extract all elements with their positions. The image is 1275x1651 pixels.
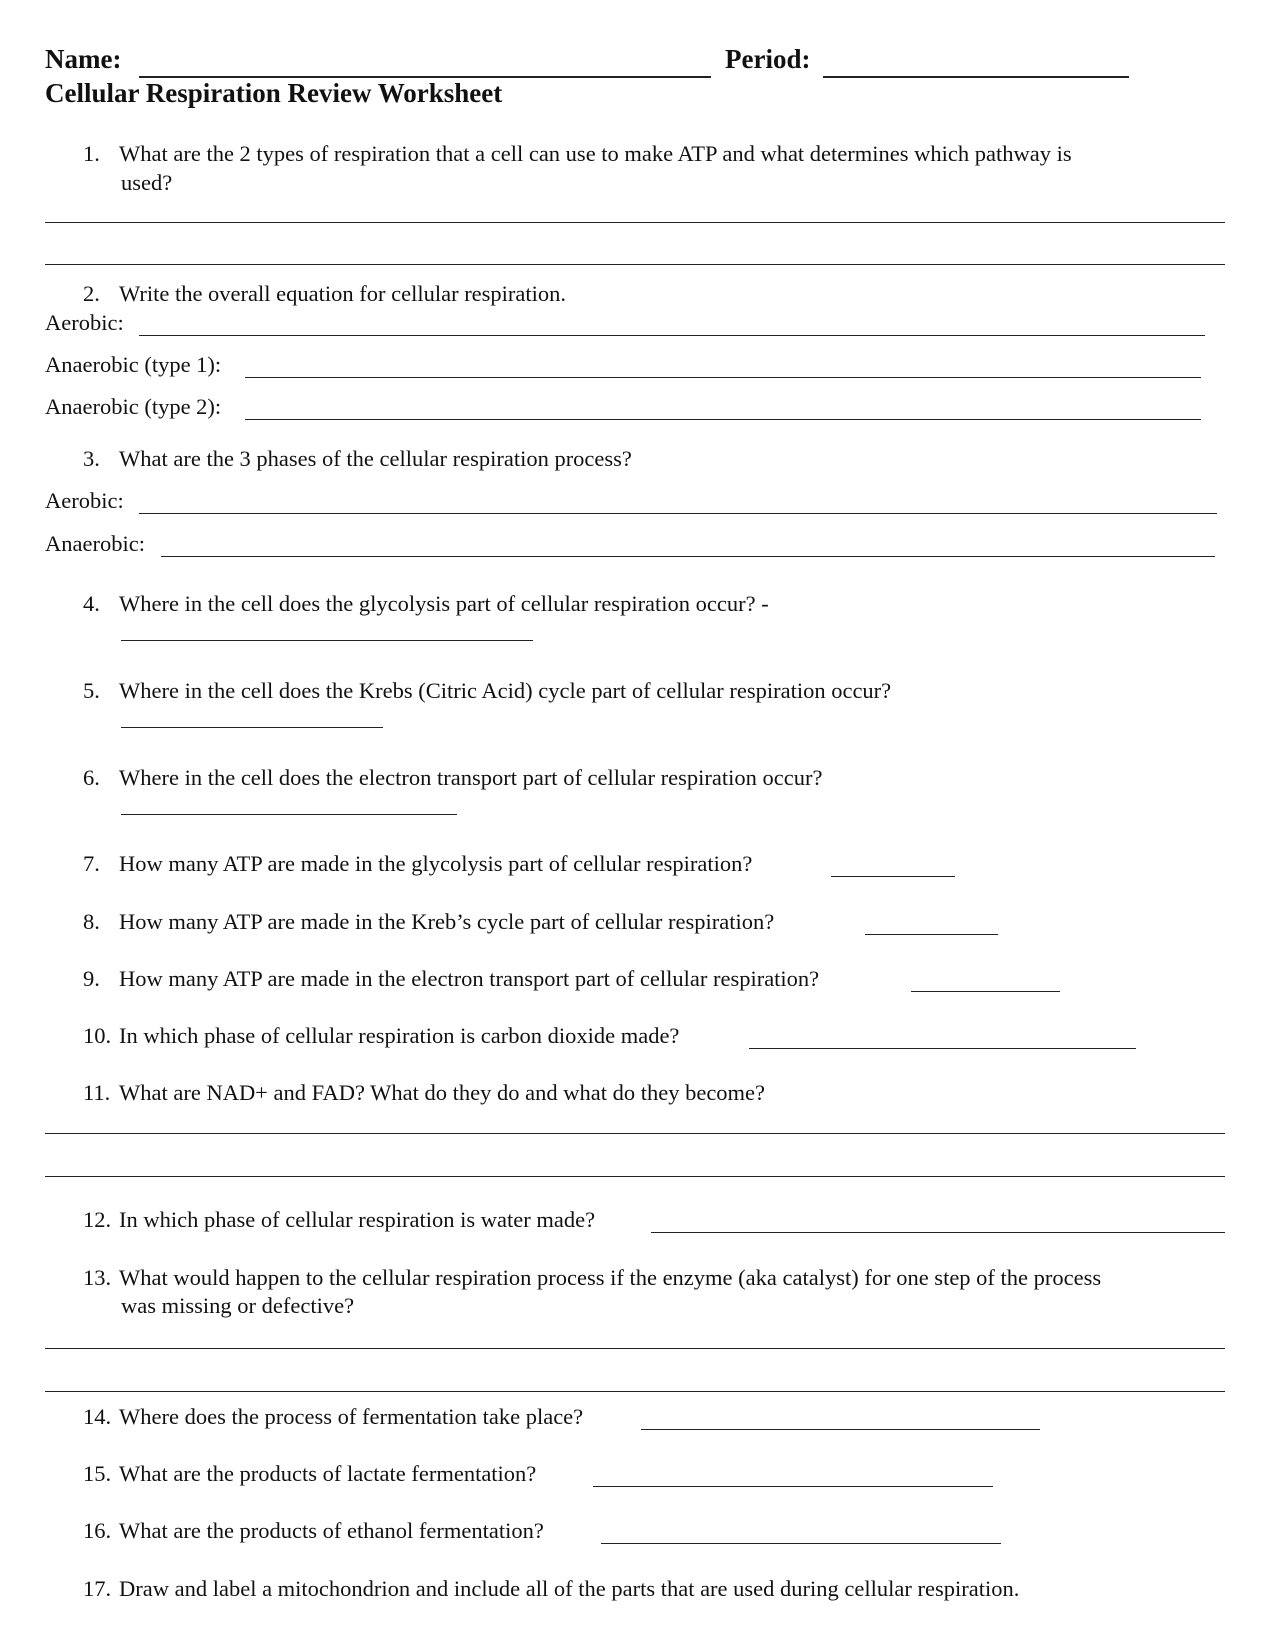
answer-line-12[interactable] [651,1232,1225,1233]
question-7 [83,851,752,877]
question-4 [83,591,769,617]
question-number: 6. [83,765,100,790]
answer-line-8[interactable] [865,934,998,935]
answer-line-5[interactable] [121,727,383,728]
answer-line-11a[interactable] [45,1133,1225,1134]
question-text: Where in the cell does the glycolysis part of cellular respiration occur? - [119,591,769,616]
question-16 [83,1518,544,1544]
question-text: What are the products of ethanol fermentation? [119,1518,544,1543]
question-11 [83,1080,765,1106]
question-number: 15. [83,1461,112,1486]
question-text: How many ATP are made in the glycolysis part of cellular respiration? [119,851,753,876]
question-14 [83,1404,583,1430]
question-text: In which phase of cellular respiration is carbon dioxide made? [119,1023,680,1048]
question-text: Write the overall equation for cellular respiration. [119,281,567,306]
answer-line-1b[interactable] [45,264,1225,265]
name-label: Name: [45,44,122,74]
period-field[interactable] [823,76,1129,78]
answer-line-7[interactable] [831,876,955,877]
question-text: What are the 3 phases of the cellular respiration process? [119,446,632,471]
question-text: Where does the process of fermentation take place? [119,1404,584,1429]
answer-line-1a[interactable] [45,222,1225,223]
question-number: 9. [83,966,100,991]
question-number: 5. [83,678,100,703]
anaerobic-phases-label: Anaerobic: [45,531,145,556]
question-number: 8. [83,909,100,934]
question-text: What are NAD+ and FAD? What do they do and what do they become? [119,1080,766,1105]
anaerobic-type1-line[interactable] [245,377,1201,378]
question-number: 10. [83,1023,112,1048]
answer-line-13b[interactable] [45,1391,1225,1392]
aerobic-equation-label: Aerobic: [45,310,124,335]
question-number: 4. [83,591,100,616]
anaerobic-type1-label: Anaerobic (type 1): [45,352,222,377]
question-2 [83,281,566,307]
question-text: How many ATP are made in the Kreb’s cycle part of cellular respiration? [119,909,775,934]
answer-line-15[interactable] [593,1486,993,1487]
aerobic-phases-line[interactable] [139,513,1217,514]
question-number: 11. [83,1080,111,1105]
anaerobic-type2-label: Anaerobic (type 2): [45,394,222,419]
question-6 [83,765,822,791]
worksheet-title: Cellular Respiration Review Worksheet [45,78,503,108]
question-text: What are the 2 types of respiration that a cell can use to make ATP and what determines which pathway is [119,141,1072,166]
question-number: 7. [83,851,100,876]
question-number: 16. [83,1518,112,1543]
question-text: What are the products of lactate fermentation? [119,1461,537,1486]
question-5 [83,678,891,704]
question-13 [83,1265,1101,1291]
question-9 [83,966,819,992]
question-3 [83,446,632,472]
question-number: 13. [83,1265,112,1290]
question-number: 14. [83,1404,112,1429]
anaerobic-phases-line[interactable] [161,556,1215,557]
question-text: Where in the cell does the Krebs (Citric Acid) cycle part of cellular respiration occur? [119,678,892,703]
answer-line-16[interactable] [601,1543,1001,1544]
question-text: In which phase of cellular respiration is water made? [119,1207,596,1232]
answer-line-4[interactable] [121,640,533,641]
answer-line-10[interactable] [749,1048,1136,1049]
question-number: 2. [83,281,100,306]
question-text: Where in the cell does the electron transport part of cellular respiration occur? [119,765,823,790]
question-1-continued: used? [121,170,173,195]
aerobic-phases-label: Aerobic: [45,488,124,513]
question-number: 12. [83,1207,112,1232]
period-label: Period: [725,44,811,74]
question-17 [83,1576,1019,1602]
question-text: How many ATP are made in the electron transport part of cellular respiration? [119,966,820,991]
question-number: 1. [83,141,100,166]
answer-line-6[interactable] [121,814,457,815]
answer-line-9[interactable] [911,991,1060,992]
question-12 [83,1207,595,1233]
question-10 [83,1023,679,1049]
aerobic-equation-line[interactable] [139,335,1205,336]
anaerobic-type2-line[interactable] [245,419,1201,420]
answer-line-14[interactable] [641,1429,1040,1430]
question-text: What would happen to the cellular respiration process if the enzyme (aka catalyst) for one step of the process [119,1265,1102,1290]
question-8 [83,909,774,935]
question-text: Draw and label a mitochondrion and include all of the parts that are used during cellular respiration. [119,1576,1020,1601]
question-number: 3. [83,446,100,471]
question-15 [83,1461,536,1487]
question-13-continued: was missing or defective? [121,1293,355,1318]
answer-line-13a[interactable] [45,1348,1225,1349]
question-number: 17. [83,1576,112,1601]
answer-line-11b[interactable] [45,1176,1225,1177]
question-1 [83,141,1072,167]
